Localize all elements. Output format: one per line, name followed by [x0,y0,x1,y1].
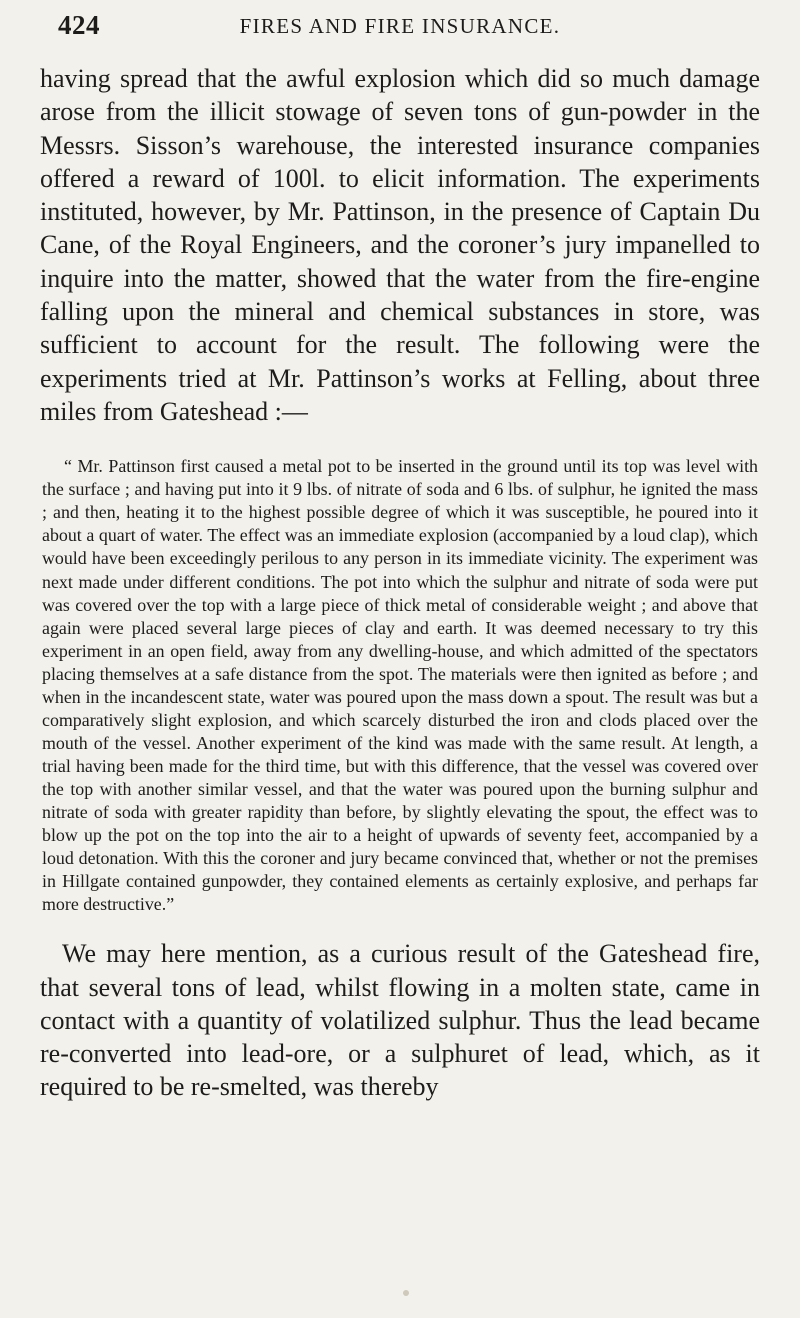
page-number: 424 [58,10,100,40]
page-header [40,0,760,62]
print-mark [403,1290,409,1296]
body-paragraph: having spread that the awful explosion which did so much damage arose from the illicit stowage of seven tons of gun-powder in the Messrs. Sisson’s warehouse, the interested insurance companies offered a reward of 100l. to elicit information. The experiments instituted, however, by Mr. Pattinson, in the presence of Captain Du Cane, of the Royal Engineers, and the coroner’s jury impanelled to inquire into the matter, showed that the water from the fire-engine falling upon the mineral and chemical substances in store, was sufficient to account for the result. The following were the experiments tried at Mr. Pattinson’s works at Felling, about three miles from Gateshead :— [40,64,760,426]
quoted-experiment-account: “ Mr. Pattinson first caused a metal pot to be inserted in the ground until its top was level with the surface ; and having put into it 9 lbs. of nitrate of soda and 6 lbs. of sulphur, he ignited the mass ; and then, heating it to the highest possible degree of which it was susceptible, he poured into it about a quart of water. The effect was an immediate explosion (accompanied by a loud clap), which would have been exceedingly perilous to any person in its immediate vicinity. The experiment was next made under different conditions. The pot into which the sulphur and nitrate of soda were put was covered over the top with a large piece of thick metal of considerable weight ; and above that again were placed several large pieces of clay and earth. It was deemed necessary to try this experiment in an open field, away from any dwelling-house, and which admitted of the spectators placing themselves at a safe distance from the spot. The materials were then ignited as before ; and when in the incandescent state, water was poured upon the mass down a spout. The result was but a comparatively slight explosion, and which scarcely disturbed the iron and clods placed over the mouth of the vessel. Another experiment of the kind was made with the same result. At length, a trial having been made for the third time, but with this difference, that the vessel was covered over the top with another similar vessel, and that the water was poured upon the burning sulphur and nitrate of soda with greater rapidity than before, by slightly elevating the spout, the effect was to blow up the pot on the top into the air to a height of upwards of seventy feet, accompanied by a loud detonation. With this the coroner and jury became convinced that, whether or not the premises in Hillgate contained gunpowder, they contained elements as certainly explosive, and perhaps far more destructive.” [42,456,758,915]
running-head: FIRES AND FIRE INSURANCE. [239,14,561,38]
body-paragraph: We may here mention, as a curious result of the Gateshead fire, that several tons of lead, whilst flowing in a molten state, came in contact with a quantity of volatilized sulphur. Thus the lead became re-converted into lead-ore, or a sulphuret of lead, which, as it required to be re-smelted, was thereby [40,939,760,1102]
